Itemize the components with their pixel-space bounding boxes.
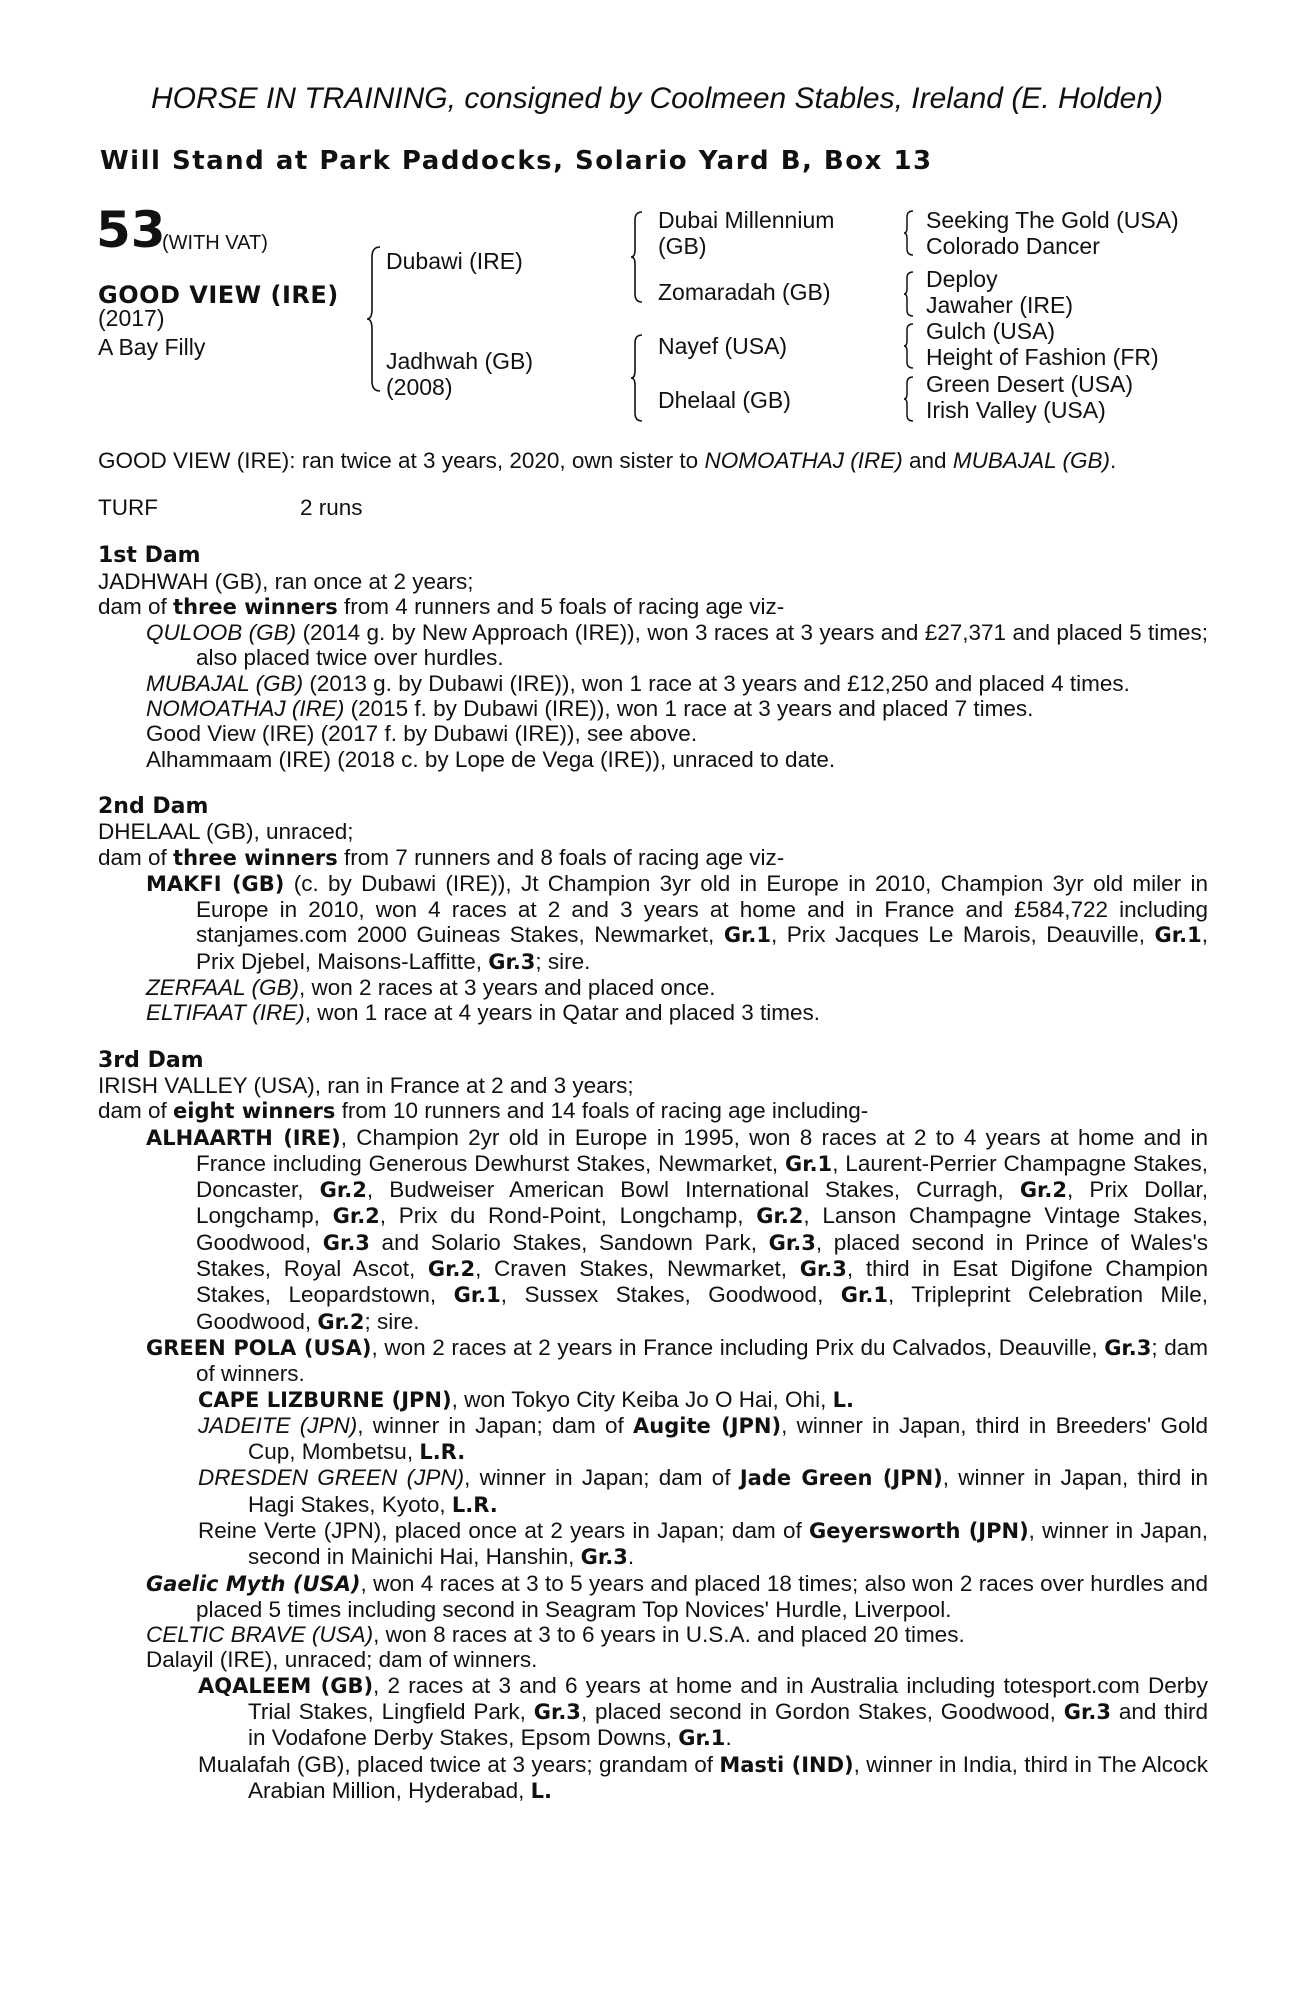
- list-item: Mualafah (GB), placed twice at 3 years; grandam of Masti (IND), winner in India, third in The Alcock Arabian Million, Hyderabad, L.: [198, 1751, 1208, 1803]
- second-dam-heading: 2nd Dam: [98, 793, 209, 819]
- gen3-brace-4: [903, 375, 915, 423]
- turf-record: TURF 2 runs: [98, 495, 363, 521]
- list-item: JADEITE (JPN), winner in Japan; dam of Augite (JPN), winner in Japan, third in Breeders' Gold Cup, Mombetsu, L.R.: [198, 1412, 1208, 1465]
- list-item: Alhammaam (IRE) (2018 c. by Lope de Vega (IRE)), unraced to date.: [146, 746, 836, 772]
- list-item: GREEN POLA (USA), won 2 races at 2 years in France including Prix du Calvados, Deauville, Gr.3; dam of winners.: [146, 1334, 1209, 1387]
- horse-year: (2017): [98, 305, 165, 331]
- list-item: Gaelic Myth (USA), won 4 races at 3 to 5 years and placed 18 times; also won 2 races over hurdles and placed 5 times including second in Seagram Top Novices' Hurdle, Liverpool.: [146, 1570, 1208, 1622]
- sire-dam: Zomaradah (GB): [658, 279, 831, 305]
- gen3-brace-1: [903, 209, 915, 257]
- dam-sire: Nayef (USA): [658, 333, 788, 359]
- list-item: Dalayil (IRE), unraced; dam of winners.: [146, 1647, 538, 1673]
- list-item: Good View (IRE) (2017 f. by Dubawi (IRE)), see above.: [146, 721, 698, 747]
- gen3-brace-3: [903, 322, 915, 370]
- pedigree-notes: [98, 448, 1208, 1804]
- third-dam-heading: 3rd Dam: [98, 1047, 204, 1073]
- gen3-sdd: Jawaher (IRE): [926, 292, 1073, 318]
- list-item: ELTIFAAT (IRE), won 1 race at 4 years in Qatar and placed 3 times.: [146, 1000, 821, 1026]
- gen3-ddd: Irish Valley (USA): [926, 397, 1106, 423]
- gen3-sds: Deploy: [926, 266, 998, 292]
- third-dam-line: IRISH VALLEY (USA), ran in France at 2 and 3 years;: [98, 1072, 634, 1098]
- lot-number: 53: [96, 201, 166, 259]
- page-title: HORSE IN TRAINING, consigned by Coolmeen Stables, Ireland (E. Holden): [150, 82, 1164, 115]
- sire-sire-country: (GB): [658, 233, 707, 259]
- third-dam-produce: dam of eight winners from 10 runners and 14 foals of racing age including-: [98, 1098, 869, 1124]
- list-item: Reine Verte (JPN), placed once at 2 years in Japan; dam of Geyersworth (JPN), winner in Japan, second in Mainichi Hai, Hanshin, Gr.3.: [198, 1517, 1208, 1570]
- gen3-ssd: Colorado Dancer: [926, 233, 1100, 259]
- second-dam-produce: dam of three winners from 7 runners and 8 foals of racing age viz-: [98, 844, 785, 870]
- list-item: AQALEEM (GB), 2 races at 3 and 6 years at home and in Australia including totesport.com Derby Trial Stakes, Lingfield Park, Gr.3, placed second in Gordon Stakes, Goodwood, Gr.3 and third in Vodafone Derby Stakes, Epsom Downs, Gr.1.: [198, 1672, 1209, 1751]
- list-item: DRESDEN GREEN (JPN), winner in Japan; dam of Jade Green (JPN), winner in Japan, third in Hagi Stakes, Kyoto, L.R.: [198, 1465, 1209, 1517]
- first-dam-line: JADHWAH (GB), ran once at 2 years;: [98, 568, 474, 594]
- first-dam-heading: 1st Dam: [98, 543, 201, 569]
- gen3-dss: Gulch (USA): [926, 318, 1056, 344]
- dam-dam: Dhelaal (GB): [658, 387, 791, 413]
- list-item: CELTIC BRAVE (USA), won 8 races at 3 to 6 years in U.S.A. and placed 20 times.: [146, 1622, 965, 1648]
- sire: Dubawi (IRE): [386, 248, 523, 274]
- second-dam-line: DHELAAL (GB), unraced;: [98, 819, 354, 845]
- sire-sire: Dubai Millennium: [658, 207, 835, 233]
- dam-line-brace: [630, 333, 644, 423]
- list-item: MUBAJAL (GB) (2013 g. by Dubawi (IRE)), won 1 race at 3 years and £12,250 and placed 4 times.: [146, 670, 1130, 696]
- dam: Jadhwah (GB): [386, 348, 534, 374]
- dam-year: (2008): [386, 374, 453, 400]
- stable-location: Will Stand at Park Paddocks, Solario Yard B, Box 13: [100, 146, 933, 176]
- list-item: MAKFI (GB) (c. by Dubawi (IRE)), Jt Champion 3yr old in Europe in 2010, Champion 3yr old miler in Europe in 2010, won 4 races at 2 and 3 years at home and in France and £584,722 including stanjames.com 2000 Guineas Stakes, Newmarket, Gr.1, Prix Jacques Le Marois, Deauville, Gr.1, Prix Djebel, Maisons-Laffitte, Gr.3; sire.: [146, 870, 1209, 974]
- list-item: ALHAARTH (IRE), Champion 2yr old in Europe in 1995, won 8 races at 2 to 4 years at home and in France including Generous Dewhurst Stakes, Newmarket, Gr.1, Laurent-Perrier Champagne Stakes, Doncaster, Gr.2, Budweiser American Bowl International Stakes, Curragh, Gr.2, Prix Dollar, Longchamp, Gr.2, Prix du Rond-Point, Longchamp, Gr.2, Lanson Champagne Vintage Stakes, Goodwood, Gr.3 and Solario Stakes, Sandown Park, Gr.3, placed second in Prince of Wales's Stakes, Royal Ascot, Gr.2, Craven Stakes, Newmarket, Gr.3, third in Esat Digifone Champion Stakes, Leopardstown, Gr.1, Sussex Stakes, Goodwood, Gr.1, Tripleprint Celebration Mile, Goodwood, Gr.2; sire.: [146, 1124, 1209, 1334]
- gen3-sss: Seeking The Gold (USA): [926, 207, 1179, 233]
- list-item: CAPE LIZBURNE (JPN), won Tokyo City Keiba Jo O Hai, Ohi, L.: [198, 1386, 854, 1412]
- gen3-brace-2: [903, 270, 915, 318]
- horse-description: A Bay Filly: [98, 334, 206, 360]
- sire-line-brace: [630, 210, 644, 304]
- list-item: ZERFAAL (GB), won 2 races at 3 years and placed once.: [146, 975, 716, 1001]
- race-summary: GOOD VIEW (IRE): ran twice at 3 years, 2020, own sister to NOMOATHAJ (IRE) and MUBAJAL (GB).: [98, 448, 1117, 473]
- list-item: QULOOB (GB) (2014 g. by New Approach (IRE)), won 3 races at 3 years and £27,371 and placed 5 times; also placed twice over hurdles.: [146, 620, 1208, 671]
- horse-name: GOOD VIEW (IRE): [98, 281, 339, 309]
- first-dam-produce: dam of three winners from 4 runners and 5 foals of racing age viz-: [98, 593, 785, 619]
- gen3-dsd: Height of Fashion (FR): [926, 344, 1159, 370]
- list-item: NOMOATHAJ (IRE) (2015 f. by Dubawi (IRE)), won 1 race at 3 years and placed 7 times.: [146, 696, 1034, 722]
- gen3-dds: Green Desert (USA): [926, 371, 1134, 397]
- sire-dam-brace: [366, 245, 382, 393]
- vat-note: (WITH VAT): [162, 232, 268, 254]
